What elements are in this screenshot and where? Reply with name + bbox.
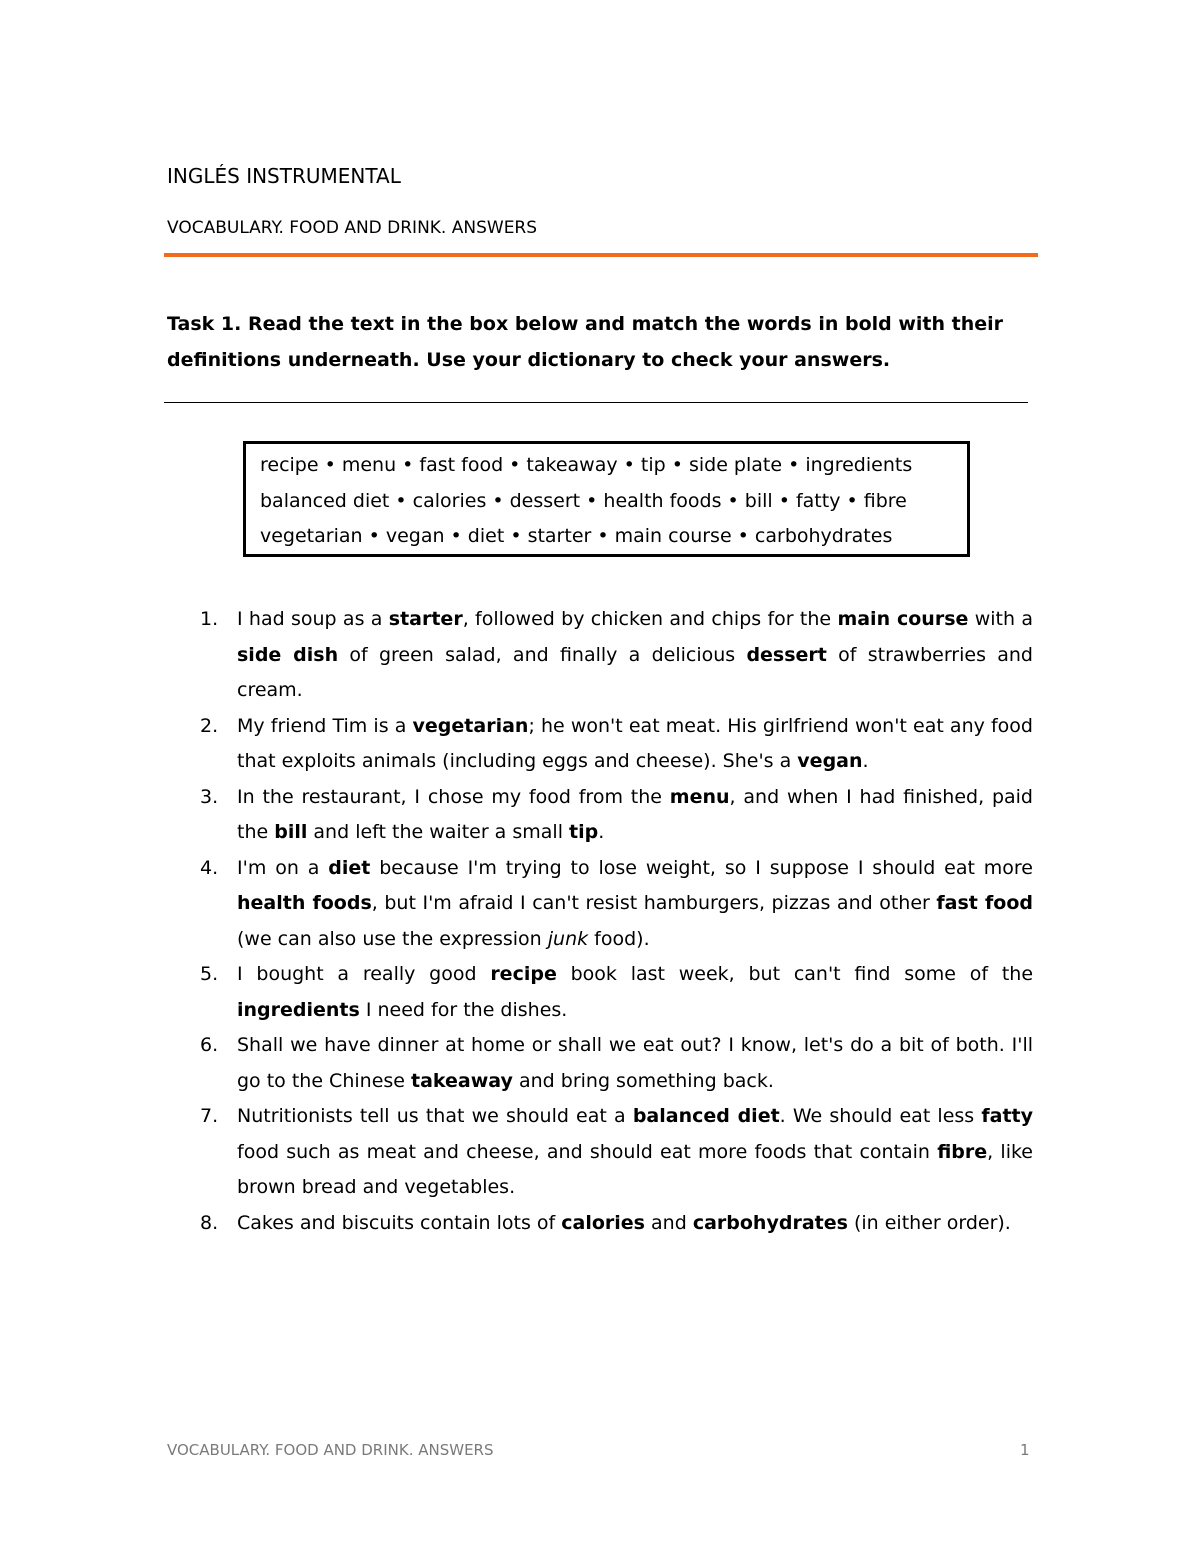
answer-keyword: bill xyxy=(274,821,308,843)
answer-text: I'm on a xyxy=(237,856,329,879)
answer-keyword: diet xyxy=(328,856,371,879)
answer-keyword: menu xyxy=(669,785,730,808)
answer-text: food). xyxy=(588,927,650,950)
answer-number: 7. xyxy=(200,1105,219,1127)
answer-keyword: dessert xyxy=(746,643,827,666)
answer-text: I had soup as a xyxy=(237,608,389,630)
answer-number: 1. xyxy=(200,608,219,630)
word-box-line: vegetarian • vegan • diet • starter • main course • carbohydrates xyxy=(260,525,893,547)
answer-keyword: calories xyxy=(561,1211,645,1234)
answer-text: food such as meat and cheese, and should eat more foods that contain xyxy=(237,1140,938,1163)
answer-text: (we can also use the expression xyxy=(237,927,548,950)
answer-keyword: vegan xyxy=(797,750,863,772)
answer-number: 2. xyxy=(200,714,219,737)
answer-keyword: fatty xyxy=(981,1105,1033,1127)
answer-text: Nutritionists tell us that we should eat a xyxy=(237,1105,633,1127)
answer-text: My friend Tim is a xyxy=(237,714,413,737)
answer-keyword: starter xyxy=(388,608,463,630)
document-subtitle: VOCABULARY. FOOD AND DRINK. ANSWERS xyxy=(167,218,538,238)
answer-item xyxy=(167,602,1033,709)
answer-item xyxy=(167,780,1033,851)
answer-item xyxy=(167,851,1033,958)
answer-text: . xyxy=(862,750,869,772)
answer-keyword: recipe xyxy=(490,963,557,985)
answer-text: of green salad, and finally a delicious xyxy=(338,643,747,666)
answer-number: 8. xyxy=(200,1211,219,1234)
answer-number: 5. xyxy=(200,963,219,985)
answer-text: of strawberries and cream. xyxy=(237,643,1033,701)
answer-emphasis: junk xyxy=(547,927,589,950)
answer-text: I need for the dishes. xyxy=(359,998,568,1021)
answer-text: with a xyxy=(968,608,1033,630)
answer-text: , but I'm afraid I can't resist hamburgers, pizzas and other xyxy=(371,892,937,914)
answer-keyword: side dish xyxy=(237,643,339,666)
answer-text: Shall we have dinner at home or shall we eat out? I know, let's do a bit of both. I'll go to the Chinese xyxy=(237,1034,1033,1092)
answer-text: . We should eat less xyxy=(779,1105,982,1127)
vocabulary-word-box xyxy=(243,441,970,557)
answer-text: (in either order). xyxy=(847,1211,1011,1234)
answer-keyword: carbohydrates xyxy=(692,1211,848,1234)
document-title: INGLÉS INSTRUMENTAL xyxy=(167,164,401,188)
answer-text: In the restaurant, I chose my food from the xyxy=(237,785,670,808)
page-number: 1 xyxy=(1020,1441,1030,1459)
answer-keyword: tip xyxy=(569,821,599,843)
footer-text: VOCABULARY. FOOD AND DRINK. ANSWERS xyxy=(167,1441,494,1459)
answer-item xyxy=(167,1206,1033,1242)
answer-keyword: ingredients xyxy=(237,998,360,1021)
answer-text: book last week, but can't find some of the xyxy=(556,963,1034,985)
answer-item xyxy=(167,957,1033,1028)
word-box-line: balanced diet • calories • dessert • health foods • bill • fatty • fibre xyxy=(260,489,907,512)
answer-text: ; he won't eat meat. His girlfriend won't eat any food that exploits animals (including eggs and cheese). She's a xyxy=(237,714,1033,772)
task-divider xyxy=(164,402,1028,403)
answer-number: 3. xyxy=(200,785,219,808)
answer-text: and left the waiter a small xyxy=(307,821,570,843)
answer-text: Cakes and biscuits contain lots of xyxy=(237,1211,562,1234)
answer-text: . xyxy=(598,821,605,843)
answer-text: , and when I had finished, paid the xyxy=(237,785,1033,843)
answer-item xyxy=(167,1099,1033,1206)
answer-text: and xyxy=(645,1211,693,1234)
answer-item xyxy=(167,709,1033,780)
answer-number: 6. xyxy=(200,1034,219,1056)
answer-text: , followed by chicken and chips for the xyxy=(462,608,838,630)
answer-keyword: fibre xyxy=(937,1140,988,1163)
answer-keyword: takeaway xyxy=(411,1069,513,1092)
word-box-line: recipe • menu • fast food • takeaway • tip • side plate • ingredients xyxy=(260,454,913,476)
answer-list xyxy=(167,602,1033,1241)
answer-keyword: main course xyxy=(837,608,969,630)
answer-text: because I'm trying to lose weight, so I suppose I should eat more xyxy=(370,856,1033,879)
task-heading: Task 1. Read the text in the box below and match the words in bold with their definitions underneath. Use your dictionary to check your answers. xyxy=(167,313,1004,371)
answer-text: I bought a really good xyxy=(237,963,491,985)
answer-text: , like brown bread and vegetables. xyxy=(237,1140,1033,1198)
header-divider xyxy=(164,253,1038,257)
answer-number: 4. xyxy=(200,856,219,879)
answer-keyword: vegetarian xyxy=(412,714,529,737)
answer-keyword: fast food xyxy=(936,892,1033,914)
answer-keyword: balanced diet xyxy=(632,1105,780,1127)
answer-text: and bring something back. xyxy=(512,1069,774,1092)
answer-item xyxy=(167,1028,1033,1099)
answer-keyword: health foods xyxy=(237,892,372,914)
